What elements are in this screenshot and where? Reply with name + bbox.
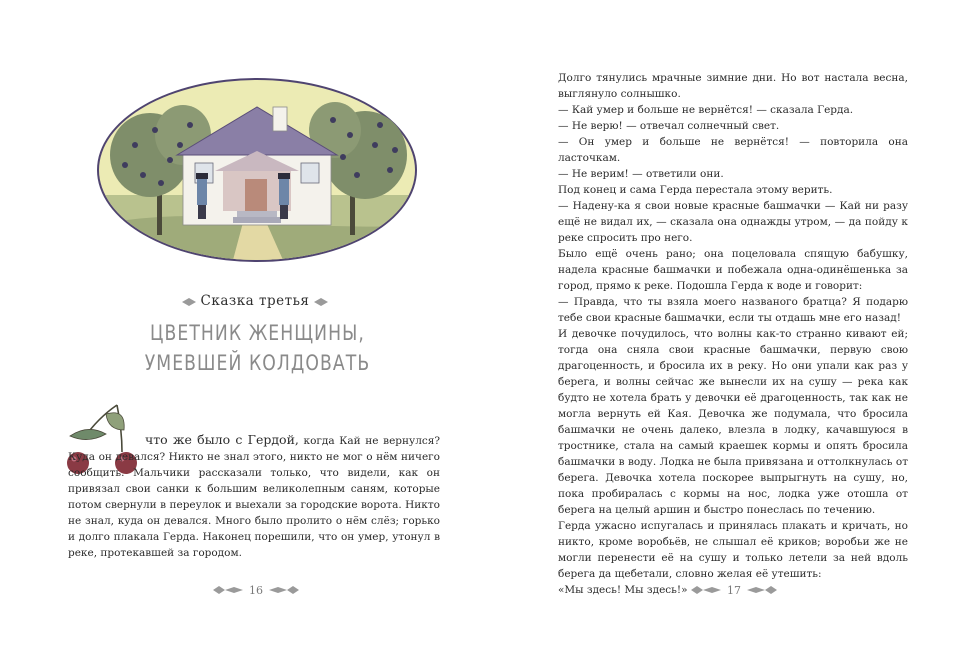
- folio-ornament-icon: [213, 585, 243, 595]
- paragraph: Герда ужасно испугалась и принялась плакать и кричать, но никто, кроме воробьёв, не слышал её криков; воробьи же не могли перенести её на сушу и только летели за ней вдоль берега да щебетали, словно желая её утешить:: [558, 520, 908, 580]
- chapter-title: [145, 318, 371, 378]
- opening-paragraph-rest: когда Кай не вернулся? Куда он девался? Никто не знал этого, никто не мог о нём ничего сообщить. Мальчики рассказали только, что видели, как он привязал свои санки к большим великолепным саням, которые потом свернули в переулок и выехали за городские ворота. Никто не знал, куда он девался. Много было пролито о нём слёз; горько и долго плакала Герда. Наконец порешили, что он умер, утонул в реке, протекавшей за городом.: [68, 435, 440, 559]
- folio-ornament-icon: [747, 585, 777, 595]
- page-number-right: [674, 580, 794, 600]
- opening-words: что же было с Гердой,: [145, 432, 299, 447]
- chapter-label-text: Сказка третья: [200, 293, 310, 309]
- diamond-ornament-icon: [182, 295, 196, 309]
- paragraph: — Правда, что ты взяла моего названого братца? Я подарю тебе свои красные башмачки, если ты отдашь мне его назад!: [558, 296, 908, 324]
- opening-paragraph: [68, 432, 440, 561]
- paragraph: Под конец и сама Герда перестала этому верить.: [558, 184, 833, 196]
- paragraph: «Мы здесь! Мы здесь!»: [558, 584, 688, 596]
- folio-ornament-icon: [691, 585, 721, 595]
- paragraph: Долго тянулись мрачные зимние дни. Но вот настала весна, выглянуло солнышко.: [558, 72, 908, 100]
- paragraph: — Кай умер и больше не вернётся! — сказала Герда.: [558, 104, 854, 116]
- right-page: [490, 0, 980, 671]
- house-illustration: [95, 75, 420, 265]
- chapter-title-line-1: ЦВЕТНИК ЖЕНЩИНЫ,: [150, 321, 365, 345]
- paragraph: — Он умер и больше не вернётся! — повторила она ласточкам.: [558, 136, 908, 164]
- folio-ornament-icon: [269, 585, 299, 595]
- paragraph: — Не верим! — ответили они.: [558, 168, 724, 180]
- chapter-title-line-2: УМЕВШЕЙ КОЛДОВАТЬ: [144, 351, 371, 375]
- page-number-left: [196, 580, 316, 600]
- paragraph: И девочке почудилось, что волны как-то странно кивают ей; тогда она сняла свои красные башмачки, первую свою драгоценность, и бросила их в реку. Но они упали как раз у берега, и волны сейчас же вынесли их на сушу — река как будто не хотела брать у девочки её драгоценность, так как не могла вернуть ей Кая. Девочка же подумала, что бросила башмачки не очень далеко, влезла в лодку, качавшуюся в тростнике, стала на самый краешек кормы и опять бросила башмачки в воду. Лодка не была привязана и оттолкнулась от берега. Девочка хотела поскорее выпрыгнуть на сушу, но, пока пробиралась с кормы на нос, лодка уже отошла от берега на целый аршин и быстро понеслась по течению.: [558, 328, 908, 516]
- diamond-ornament-icon: [314, 295, 328, 309]
- chapter-label: [150, 293, 360, 309]
- page-number: 17: [727, 583, 741, 597]
- paragraph: Было ещё очень рано; она поцеловала спящую бабушку, надела красные башмачки и побежала одна-одинёшенька за город, прямо к реке. Подошла Герда к воде и говорит:: [558, 248, 908, 292]
- left-body-text: [68, 432, 440, 561]
- right-body-text: [558, 70, 908, 598]
- paragraph: — Надену-ка я свои новые красные башмачки — Кай ни разу ещё не видал их, — сказала она однажды утром, — да пойду к реке спросить про него.: [558, 200, 908, 244]
- paragraph: — Не верю! — отвечал солнечный свет.: [558, 120, 780, 132]
- page-number: 16: [249, 583, 263, 597]
